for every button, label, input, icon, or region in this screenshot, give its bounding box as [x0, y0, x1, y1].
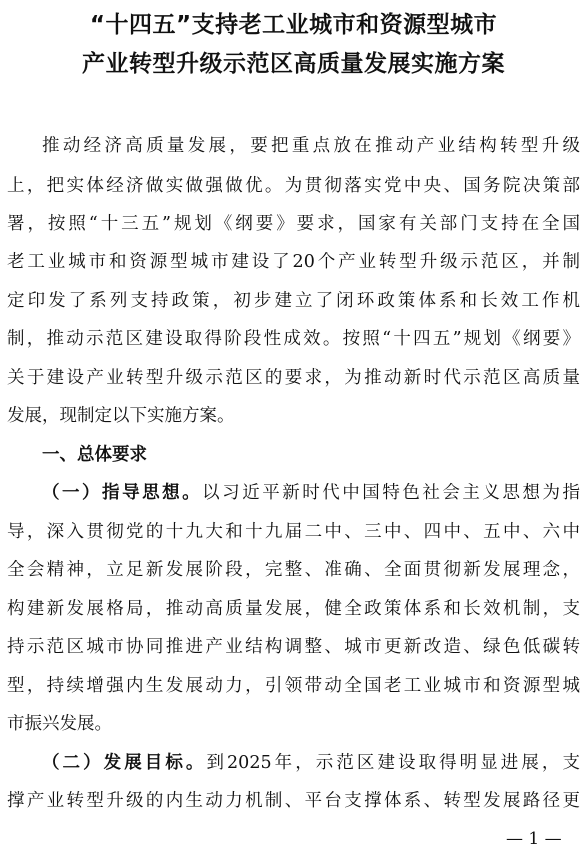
paragraph-line: 上，把实体经济做实做强做优。为贯彻落实党中央、国务院决策部 — [7, 176, 580, 196]
paragraph-line — [42, 752, 580, 774]
paragraph-line: 制，推动示范区建设取得阶段性成效。按照“十四五”规划《纲要》 — [7, 329, 580, 349]
paragraph-line: 撑产业转型升级的内生动力机制、平台支撑体系、转型发展路径更 — [7, 791, 580, 811]
paragraph-line: 导，深入贯彻党的十九大和十九届二中、三中、四中、五中、六中 — [7, 522, 580, 542]
page-number: — 1 — — [506, 829, 562, 849]
paragraph-line: 关于建设产业转型升级示范区的要求，为推动新时代示范区高质量 — [7, 368, 580, 388]
paragraph-text: 以习近平新时代中国特色社会主义思想为指 — [202, 483, 581, 503]
subsection-label: （一）指导思想。 — [42, 483, 203, 503]
subsection-label: （二）发展目标。 — [42, 753, 207, 773]
paragraph-line: 定印发了系列支持政策，初步建立了闭环政策体系和长效工作机 — [7, 291, 580, 311]
paragraph-line: 署，按照“十三五”规划《纲要》要求，国家有关部门支持在全国 — [7, 214, 580, 234]
paragraph-line: 持示范区城市协同推进产业结构调整、城市更新改造、绿色低碳转 — [7, 637, 580, 657]
paragraph-line: 市振兴发展。 — [7, 714, 112, 734]
document-title-line-1: “十四五”支持老工业城市和资源型城市 — [89, 12, 498, 38]
paragraph-line: 全会精神，立足新发展阶段，完整、准确、全面贯彻新发展理念， — [7, 560, 580, 580]
paragraph-line: 构建新发展格局，推动高质量发展，健全政策体系和长效机制，支 — [7, 599, 580, 619]
section-heading: 一、总体要求 — [42, 445, 147, 465]
paragraph-line: 推动经济高质量发展，要把重点放在推动产业结构转型升级 — [42, 136, 580, 156]
document-title-line-2: 产业转型升级示范区高质量发展实施方案 — [82, 51, 505, 77]
paragraph-text: 到2025年，示范区建设取得明显进展，支 — [206, 753, 580, 773]
paragraph-line: 发展，现制定以下实施方案。 — [7, 406, 235, 426]
paragraph-line: 型，持续增强内生发展动力，引领带动全国老工业城市和资源型城 — [7, 676, 580, 696]
paragraph-line — [42, 482, 580, 504]
paragraph-line: 老工业城市和资源型城市建设了20个产业转型升级示范区，并制 — [7, 252, 580, 272]
